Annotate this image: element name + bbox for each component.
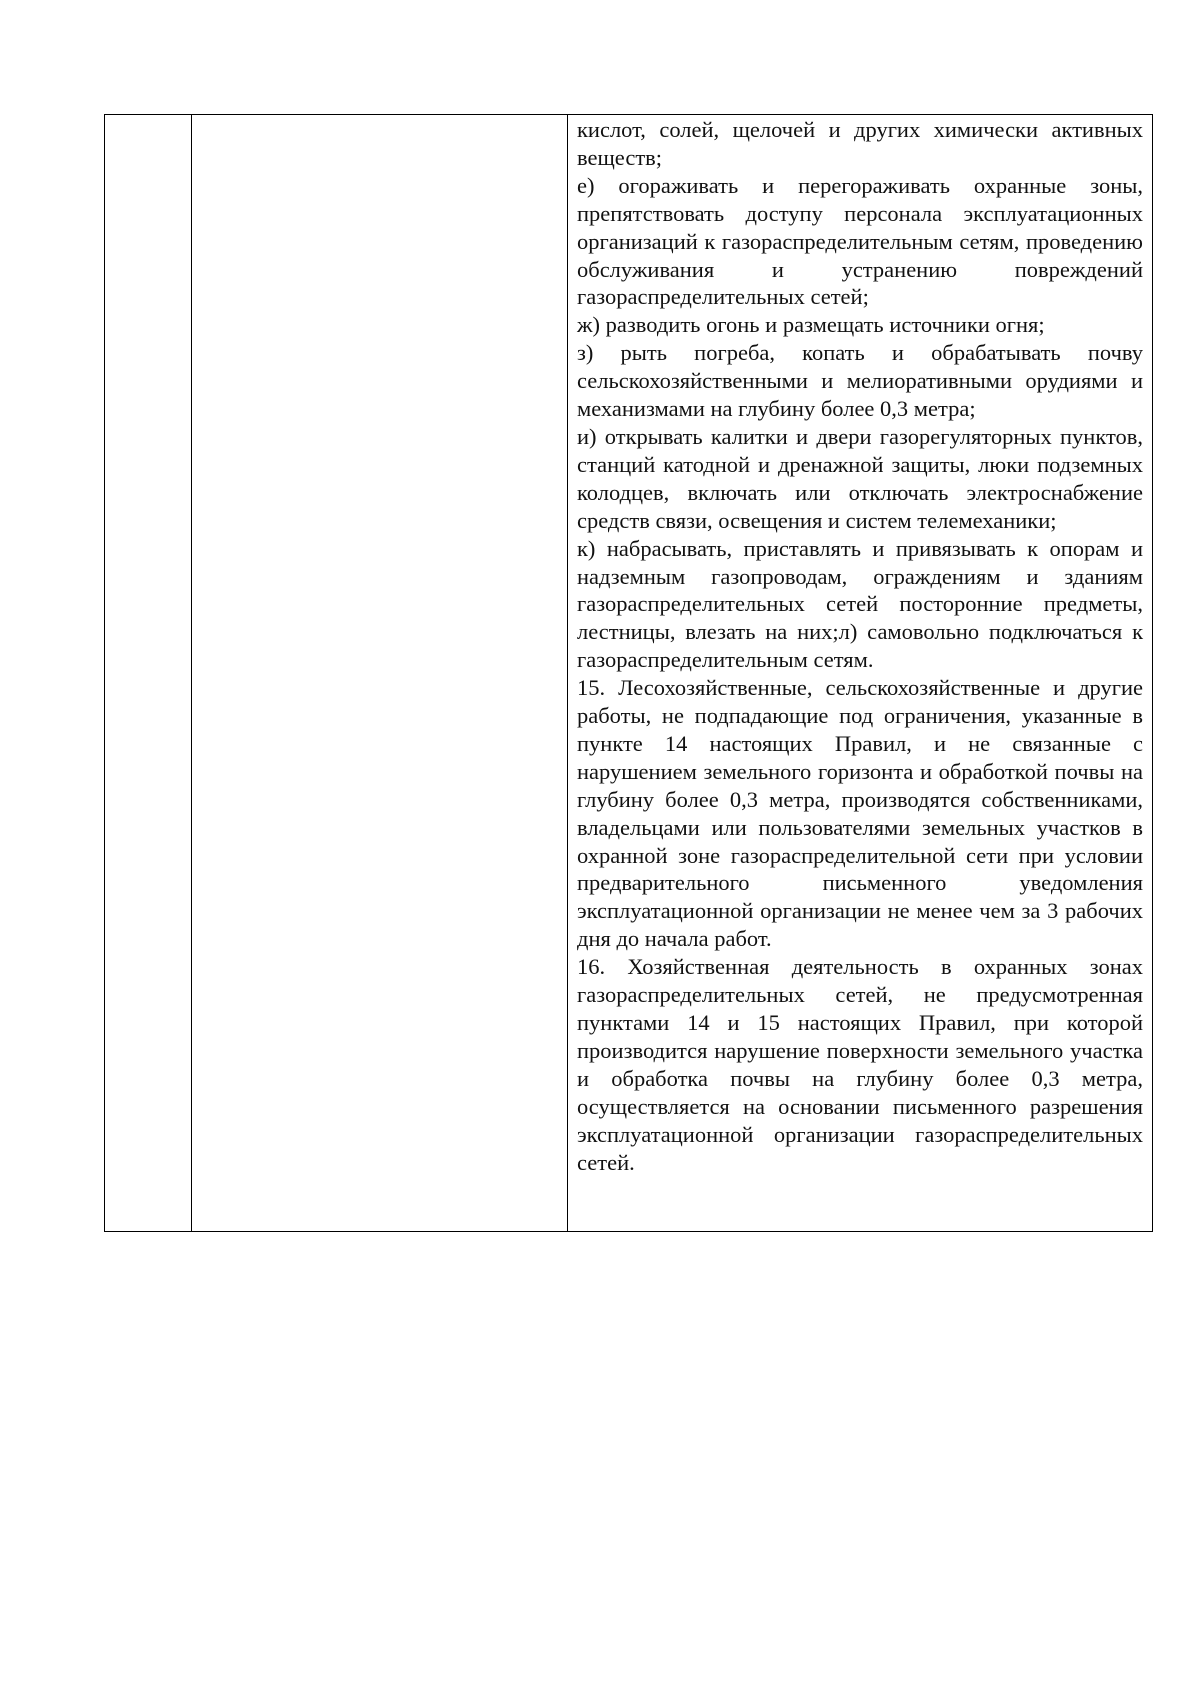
paragraph-continuation: кислот, солей, щелочей и других химически активных веществ; — [577, 117, 1143, 170]
paragraph-item-i: и) открывать калитки и двери газорегуляторных пунктов, станций катодной и дренажной защиты, люки подземных колодцев, включать или отключать электроснабжение средств связи, освещения и систем телемеханики; — [577, 423, 1143, 533]
paragraph-item-zh: ж) разводить огонь и размещать источники огня; — [577, 312, 1045, 338]
paragraph-item-k-l: к) набрасывать, приставлять и привязывать к опорам и надземным газопроводам, ограждениям и зданиям газораспределительных сетей посторонние предметы, лестницы, влезать на них;л) самовольно подключаться к газораспределительным сетям. — [577, 535, 1143, 673]
paragraph-item-z: з) рыть погреба, копать и обрабатывать почву сельскохозяйственными и мелиоративными орудиями и механизмами на глубину более 0,3 метра; — [577, 340, 1143, 422]
document-table — [104, 114, 1153, 1232]
paragraph-clause-15: 15. Лесохозяйственные, сельскохозяйственные и другие работы, не подпадающие под ограничения, указанные в пункте 14 настоящих Правил, и не связанные с нарушением земельного горизонта и обработкой почвы на глубину более 0,3 метра, производятся собственниками, владельцами или пользователями земельных участков в охранной зоне газораспределительной сети при условии предварительного письменного уведомления эксплуатационной организации не менее чем за 3 рабочих дня до начала работ. — [577, 675, 1143, 952]
text-cell — [568, 115, 1152, 1231]
paragraph-clause-16: 16. Хозяйственная деятельность в охранных зонах газораспределительных сетей, не предусмотренная пунктами 14 и 15 настоящих Правил, при которой производится нарушение поверхности земельного участка и обработка почвы на глубину более 0,3 метра, осуществляется на основании письменного разрешения эксплуатационной организации газораспределительных сетей. — [577, 954, 1143, 1175]
paragraph-item-e: е) огораживать и перегораживать охранные зоны, препятствовать доступу персонала эксплуатационных организаций к газораспределительным сетям, проведению обслуживания и устранению повреждений газораспределительных сетей; — [577, 172, 1143, 310]
number-cell — [105, 115, 192, 1231]
name-cell — [192, 115, 568, 1231]
